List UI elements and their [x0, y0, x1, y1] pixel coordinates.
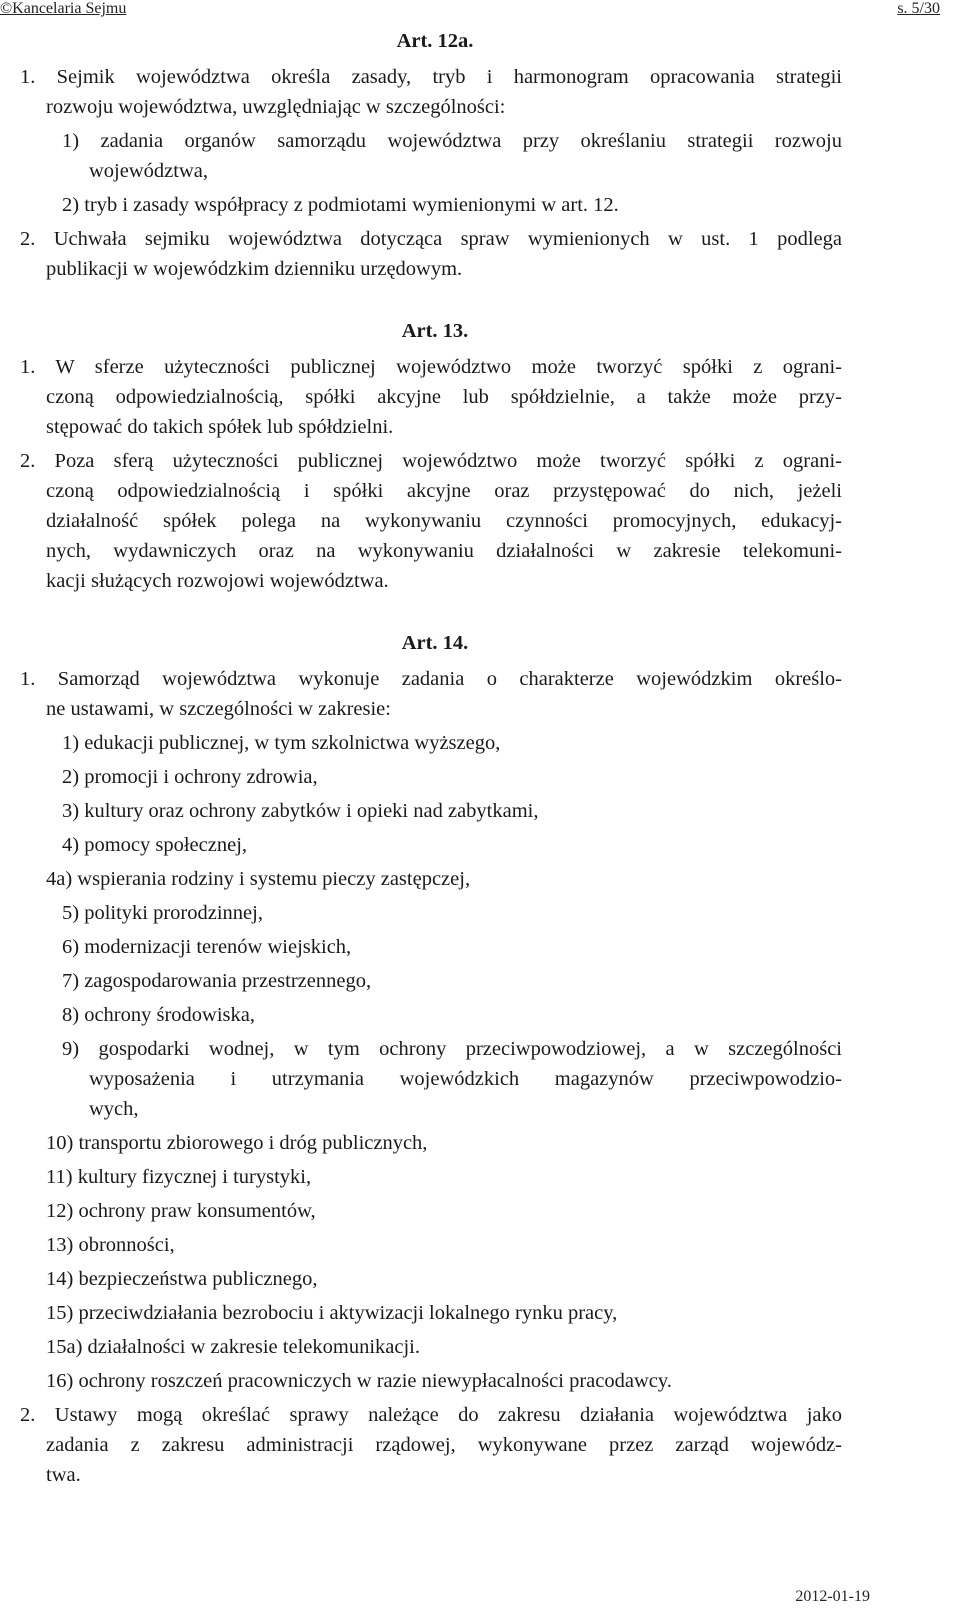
art-14-item-11: 11) kultury fizycznej i turystyki,	[46, 1166, 312, 1188]
art-14-item-13: 13) obronności,	[46, 1234, 175, 1256]
art-14-p1-line2: ne ustawami, w szczególności w zakresie:	[46, 698, 391, 720]
art-14-item-1: 1) edukacji publicznej, w tym szkolnictwa wyższego,	[62, 732, 501, 754]
art-12a-title: Art. 12a.	[396, 30, 474, 52]
header-page-number: s. 5/30	[897, 0, 940, 17]
art-14-item-9-line3: wych,	[89, 1098, 139, 1120]
art-12a-p1-line2: rozwoju województwa, uwzględniając w szczególności:	[46, 96, 506, 118]
art-14-item-10: 10) transportu zbiorowego i dróg publicznych,	[46, 1132, 428, 1154]
art-12a-item1-line1: 1) zadania organów samorządu województwa przy określaniu strategii rozwoju	[62, 130, 842, 152]
art-13-p2-line5: kacji służących rozwojowi województwa.	[46, 570, 389, 592]
art-14-item-4a: 4a) wspierania rodziny i systemu pieczy zastępczej,	[46, 868, 471, 890]
art-13-p2-line3: działalność spółek polega na wykonywaniu czynności promocyjnych, edukacyj-	[46, 510, 842, 532]
art-14-item-2: 2) promocji i ochrony zdrowia,	[62, 766, 318, 788]
art-14-item-9-line1: 9) gospodarki wodnej, w tym ochrony przeciwpowodziowej, a w szczególności	[62, 1038, 842, 1060]
art-13-p2-line4: nych, wydawniczych oraz na wykonywaniu działalności w zakresie telekomuni-	[46, 540, 842, 562]
art-12a-item2: 2) tryb i zasady współpracy z podmiotami wymienionymi w art. 12.	[62, 194, 619, 216]
art-14-p1-line1: 1. Samorząd województwa wykonuje zadania o charakterze wojewódzkim określo-	[20, 668, 842, 690]
art-14-item-4: 4) pomocy społecznej,	[62, 834, 248, 856]
art-14-item-16: 16) ochrony roszczeń pracowniczych w razie niewypłacalności pracodawcy.	[46, 1370, 672, 1392]
footer-date: 2012-01-19	[795, 1588, 870, 1605]
art-14-item-14: 14) bezpieczeństwa publicznego,	[46, 1268, 318, 1290]
art-12a-p2-line1: 2. Uchwała sejmiku województwa dotycząca spraw wymienionych w ust. 1 podlega	[20, 228, 842, 250]
art-14-title: Art. 14.	[401, 632, 469, 654]
art-13-p2-line1: 2. Poza sferą użyteczności publicznej województwo może tworzyć spółki z ograni-	[20, 450, 842, 472]
art-13-p2-line2: czoną odpowiedzialnością i spółki akcyjne oraz przystępować do nich, jeżeli	[46, 480, 842, 502]
header-source: ©Kancelaria Sejmu	[0, 0, 127, 17]
art-14-p2-line1: 2. Ustawy mogą określać sprawy należące do zakresu działania województwa jako	[20, 1404, 842, 1426]
art-14-item-3: 3) kultury oraz ochrony zabytków i opieki nad zabytkami,	[62, 800, 539, 822]
art-14-p2-line2: zadania z zakresu administracji rządowej, wykonywane przez zarząd wojewódz-	[46, 1434, 842, 1456]
art-12a-item1-line2: województwa,	[89, 160, 208, 182]
art-14-item-5: 5) polityki prorodzinnej,	[62, 902, 263, 924]
art-12a-p1-line1: 1. Sejmik województwa określa zasady, tryb i harmonogram opracowania strategii	[20, 66, 842, 88]
art-14-item-12: 12) ochrony praw konsumentów,	[46, 1200, 316, 1222]
art-13-p1-line2: czoną odpowiedzialnością, spółki akcyjne lub spółdzielnie, a także może przy-	[46, 386, 842, 408]
art-14-item-7: 7) zagospodarowania przestrzennego,	[62, 970, 372, 992]
art-13-title: Art. 13.	[401, 320, 469, 342]
art-14-p2-line3: twa.	[46, 1464, 81, 1486]
art-14-item-15a: 15a) działalności w zakresie telekomunikacji.	[46, 1336, 420, 1358]
art-14-item-9-line2: wyposażenia i utrzymania wojewódzkich magazynów przeciwpowodzio-	[89, 1068, 842, 1090]
art-14-item-8: 8) ochrony środowiska,	[62, 1004, 256, 1026]
art-14-item-6: 6) modernizacji terenów wiejskich,	[62, 936, 352, 958]
art-12a-p2-line2: publikacji w wojewódzkim dzienniku urzędowym.	[46, 258, 463, 280]
art-14-item-15: 15) przeciwdziałania bezrobociu i aktywizacji lokalnego rynku pracy,	[46, 1302, 618, 1324]
art-13-p1-line3: stępować do takich spółek lub spółdzielni.	[46, 416, 394, 438]
art-13-p1-line1: 1. W sferze użyteczności publicznej województwo może tworzyć spółki z ograni-	[20, 356, 842, 378]
